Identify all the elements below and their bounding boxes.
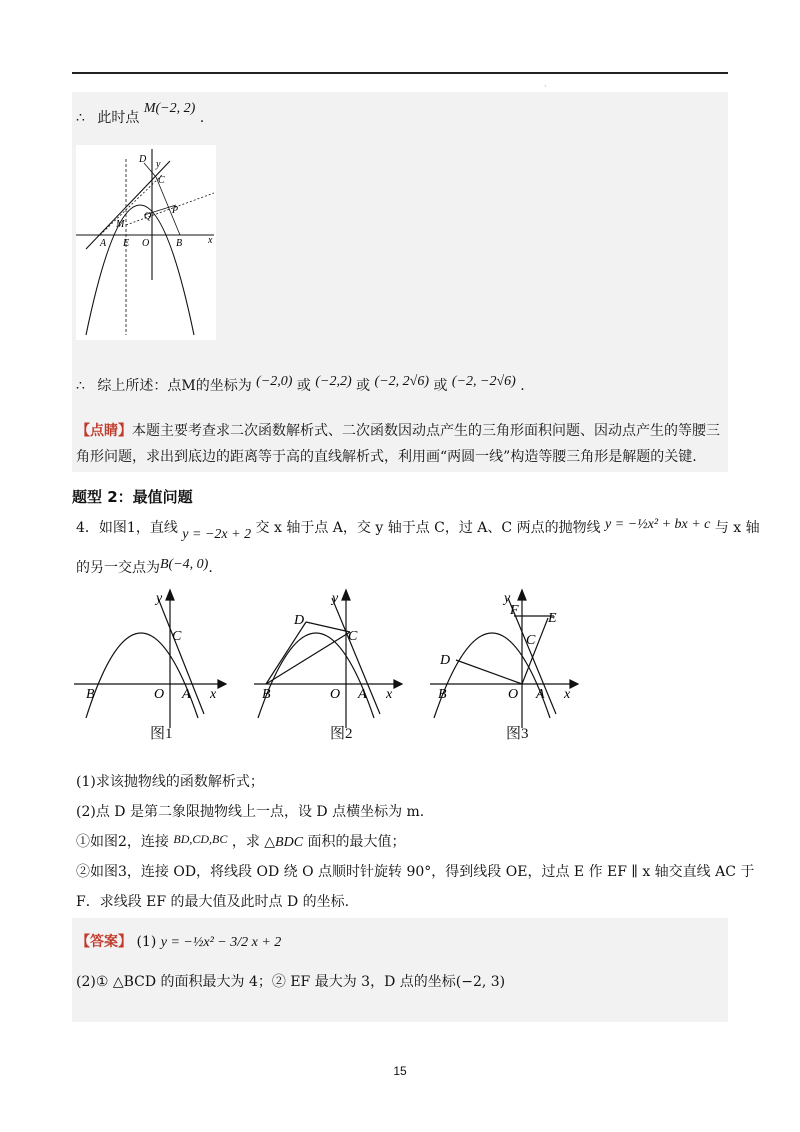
fig3-label-y: y — [504, 591, 511, 606]
figure2-caption: 图2 — [330, 726, 353, 742]
q2a-triangle: △BDC — [264, 835, 304, 850]
point-b: B(−4, 0) — [160, 557, 209, 572]
problem-part1: 如图1，直线 — [98, 520, 178, 536]
figures-row — [70, 588, 670, 738]
question-1: (1)求该抛物线的函数解析式； — [76, 774, 264, 790]
fig2-label-b: B — [262, 687, 271, 702]
problem-number: 4． — [76, 520, 99, 536]
q2a-prefix: ①如图2，连接 — [76, 834, 169, 850]
problem-line-1 — [76, 517, 760, 542]
or-1: 或 — [296, 378, 311, 394]
answer-part1-label: (1) — [136, 934, 157, 950]
label-e: E — [123, 238, 130, 249]
answer-equation: y = −½x² − 3/2 x + 2 — [160, 935, 282, 950]
problem-part3: 与 x 轴 — [714, 520, 760, 536]
label-a: A — [100, 238, 107, 249]
fig2-label-y: y — [332, 591, 339, 606]
conclusion-text: 此时点 — [97, 110, 140, 126]
coord-1: (−2,0) — [256, 374, 293, 389]
fig1-label-o: O — [154, 687, 165, 702]
label-m: M — [116, 219, 125, 230]
summary-line — [76, 376, 525, 397]
parabola — [86, 205, 194, 335]
comment-paragraph — [76, 418, 722, 470]
label-d: D — [139, 154, 147, 165]
point-m-value: M(−2, 2) — [143, 101, 196, 116]
conclusion-line — [76, 101, 205, 129]
label-q: Q — [144, 211, 152, 222]
fig3-label-f: F — [510, 603, 519, 618]
fig1-label-y: y — [156, 591, 163, 606]
comment-tag: 【点睛】 — [76, 423, 132, 439]
answer-line-1 — [76, 932, 281, 953]
fig3-label-d: D — [440, 653, 451, 668]
section-title: 题型 2：最值问题 — [72, 488, 193, 506]
fig2-label-o: O — [330, 687, 341, 702]
q2a-mid: ，求 — [231, 834, 260, 850]
problem-line-2 — [76, 558, 213, 579]
question-2b-line2: F．求线段 EF 的最大值及此时点 D 的坐标. — [76, 894, 350, 910]
or-3: 或 — [433, 378, 448, 394]
coord-4: (−2, −2√6) — [451, 374, 516, 389]
fig1-label-x: x — [210, 687, 217, 702]
fig1-label-a: A — [182, 687, 191, 702]
page-number: 15 — [393, 1064, 407, 1078]
label-p: P — [172, 205, 179, 216]
fig3-label-e: E — [548, 611, 557, 626]
figure1-caption: 图1 — [150, 726, 173, 742]
coord-2: (−2,2) — [315, 374, 352, 389]
fig3-label-x: x — [564, 687, 571, 702]
problem-part2: 交 x 轴于点 A，交 y 轴于点 C，过 A、C 两点的抛物线 — [255, 520, 601, 536]
comment-text: 本题主要考查求二次函数解析式、二次函数因动点产生的三角形面积问题、因动点产生的等腰三角形问题，求出到底边的距离等于高的直线解析式，利用画“两圆一线”构造等腰三角形是解题的关键. — [76, 423, 720, 465]
fig2-label-c: C — [348, 629, 358, 644]
header-dot: · — [544, 82, 547, 91]
question-2b-line1: ②如图3，连接 OD，将线段 OD 绕 O 点顺时针旋转 90°，得到线段 OE，过点 E 作 EF ∥ x 轴交直线 AC 于 — [76, 864, 755, 880]
summary-prefix: 综上所述：点M的坐标为 — [97, 378, 252, 394]
problem-part4: 的另一交点为 — [76, 560, 160, 576]
question-2: (2)点 D 是第二象限抛物线上一点，设 D 点横坐标为 m. — [76, 804, 425, 820]
answer-line-2: (2)① △BCD 的面积最大为 4；② EF 最大为 3，D 点的坐标(−2, 3) — [76, 974, 506, 990]
q2a-segments: BD,CD,BC — [173, 832, 228, 846]
or-2: 或 — [356, 378, 371, 394]
fig3-label-b: B — [438, 687, 447, 702]
question-2a — [76, 832, 406, 853]
header-rule — [72, 72, 728, 74]
summary-therefore: ∴ — [76, 378, 85, 394]
fig2-label-d: D — [294, 613, 305, 628]
label-o: O — [142, 238, 150, 249]
fig3-label-c: C — [526, 633, 536, 648]
fig2-label-a: A — [358, 687, 367, 702]
problem-part4-end: . — [208, 560, 213, 576]
parabola-equation: y = −½x² + bx + c — [605, 517, 711, 532]
label-b: B — [176, 238, 183, 249]
fig2-label-x: x — [386, 687, 393, 702]
fig1-label-c: C — [172, 629, 182, 644]
label-y: y — [156, 159, 161, 170]
therefore-symbol: ∴ — [76, 110, 85, 126]
label-x: x — [208, 235, 213, 246]
fig1-label-b: B — [86, 687, 95, 702]
label-c: C — [158, 175, 165, 186]
figure-solution-graph — [76, 145, 216, 340]
fig3-label-a: A — [536, 687, 545, 702]
answer-tag: 【答案】 — [76, 934, 132, 950]
figure3-caption: 图3 — [506, 726, 529, 742]
line-equation: y = −2x + 2 — [182, 527, 252, 542]
conclusion-end: . — [199, 110, 205, 126]
summary-end: . — [520, 378, 525, 394]
fig3-label-o: O — [508, 687, 519, 702]
q2a-end: 面积的最大值； — [307, 834, 406, 850]
coord-3: (−2, 2√6) — [374, 374, 430, 389]
